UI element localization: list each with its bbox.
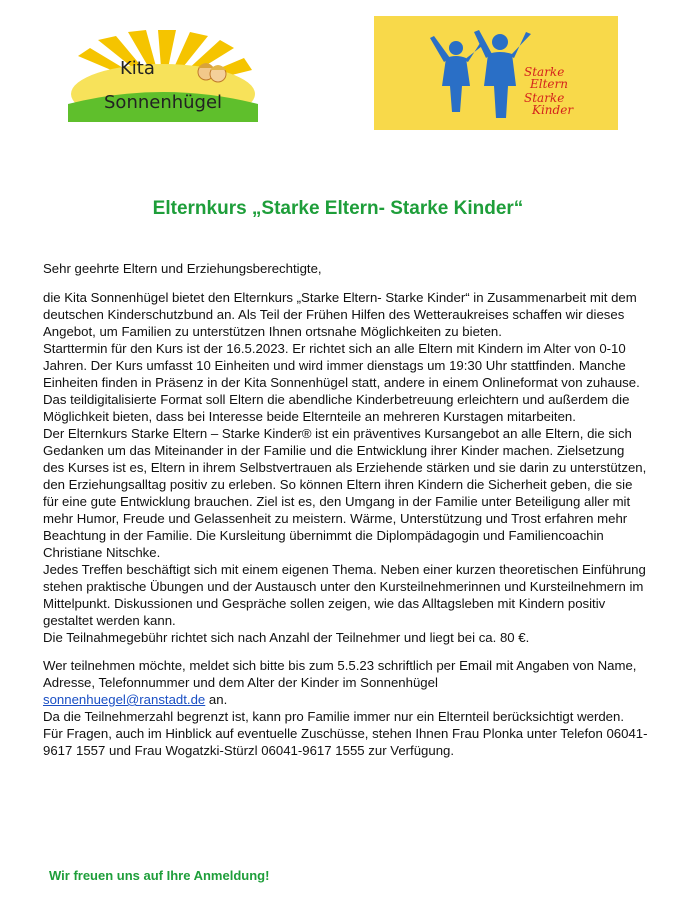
email-link[interactable]: sonnenhuegel@ranstadt.de [43,692,206,707]
family-figures-icon [374,16,618,130]
paragraph-fee: Die Teilnahmegebühr richtet sich nach Anzahl der Teilnehmer und liegt bei ca. 80 €. [43,630,530,645]
paragraph-sessions: Jedes Treffen beschäftigt sich mit einem eigenen Thema. Neben einer kurzen theoretischen Einführung stehen praktische Übungen und der Austausch unter den Kursteilnehmerinnen und Kursteilnehmern im Mittelpunkt. Diskussionen und Gespräche sollen zeigen, wie das Alltagsleben mit Kindern positiv gestaltet werden kann. [43,562,646,628]
starke-eltern-logo [374,16,618,130]
starke-logo-line2: Eltern [530,77,568,91]
paragraph-description: Der Elternkurs Starke Eltern – Starke Kinder® ist ein präventives Kursangebot an alle Eltern, die sich Gedanken um das Miteinander in der Familie und die Entwicklung ihrer Kinder machen. Zielsetzung des Kurses ist es, Eltern in ihrem Selbstvertrauen als Erziehende stärken und sie darin zu unterstützen, den Erziehungsalltag positiv zu erleben. So können Eltern ihren Kindern die Sicherheit geben, die sie für eine gute Entwicklung brauchen. Ziel ist es, den Umgang in der Familie unter Beteiligung aller mit mehr Humor, Freude und Gelassenheit zu meistern. Wärme, Unterstützung und Trost erfahren mehr Beachtung in der Familie. Die Kursleitung übernimmt die Diplompädagogin und Familiencoachin Christiane Nitschke. [43,426,647,560]
salutation: Sehr geehrte Eltern und Erziehungsberechtigte, [43,261,322,276]
registration-text: Wer teilnehmen möchte, meldet sich bitte bis zum 5.5.23 schriftlich per Email mit Angaben von Name, Adresse, Telefonnummer und dem Alter der Kinder im Sonnenhügel [43,658,637,690]
kita-logo-line2: Sonnenhügel [104,92,223,113]
children-faces-icon [198,63,226,82]
starke-logo-line4: Kinder [532,103,574,117]
paragraph-limit: Da die Teilnehmerzahl begrenzt ist, kann pro Familie immer nur ein Elternteil berücksichtigt werden. [43,709,625,724]
paragraph-contact: Für Fragen, auch im Hinblick auf eventuelle Zuschüsse, stehen Ihnen Frau Plonka unter Telefon 06041-9617 1557 und Frau Wogatzki-Stürzl 06041-9617 1555 zur Verfügung. [43,726,648,758]
paragraph-intro: die Kita Sonnenhügel bietet den Elternkurs „Starke Eltern- Starke Kinder“ in Zusammenarbeit mit dem deutschen Kinderschutzbund an. Als Teil der Frühen Hilfen des Wetteraukreises schaffen wir dieses Angebot, um Familien zu unterstützen Ihnen ortsnahe Möglichkeiten zu bieten. [43,290,637,339]
page-title: Elternkurs „Starke Eltern- Starke Kinder“ [152,198,524,219]
paragraph-registration [43,657,648,708]
kita-logo-line1: Kita [120,58,155,79]
paragraph-schedule: Starttermin für den Kurs ist der 16.5.2023. Er richtet sich an alle Eltern mit Kindern im Alter von 0-10 Jahren. Der Kurs umfasst 10 Einheiten und wird immer dienstags um 19:30 Uhr stattfinden. Manche Einheiten finden in Präsenz in der Kita Sonnenhügel statt, andere in einem Onlineformat von zuhause. Das teildigitalisierte Format soll Eltern die abendliche Kinderbetreuung erleichtern und außerdem die Möglichkeit bieten, dass bei Interesse beide Elternteile an mehreren Kurstagen mitarbeiten. [43,341,640,424]
closing-line: Wir freuen uns auf Ihre Anmeldung! [49,868,270,883]
starke-logo-line3: Starke [524,91,565,105]
starke-logo-line1: Starke [524,65,565,79]
registration-suffix: an. [205,692,228,707]
kita-sonnenhuegel-logo [58,30,268,122]
letter-body [43,260,648,759]
